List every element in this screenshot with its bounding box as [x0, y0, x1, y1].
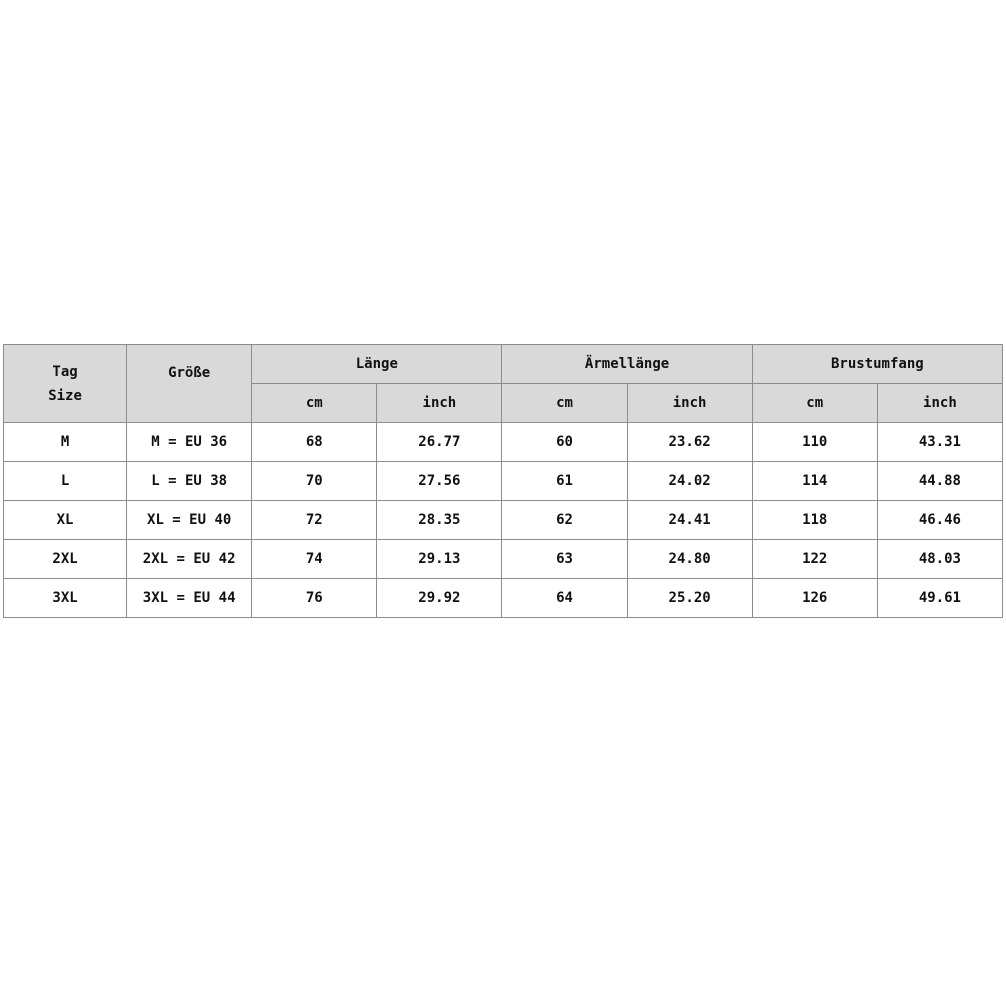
- cell-aermel-inch: 24.80: [627, 540, 752, 579]
- cell-aermel-cm: 60: [502, 423, 627, 462]
- cell-tag: 2XL: [4, 540, 127, 579]
- cell-aermel-inch: 25.20: [627, 579, 752, 618]
- cell-groesse: M = EU 36: [127, 423, 252, 462]
- header-groesse: Größe: [127, 345, 252, 423]
- header-brust-inch: inch: [877, 384, 1002, 423]
- cell-aermel-inch: 24.02: [627, 462, 752, 501]
- cell-tag: L: [4, 462, 127, 501]
- header-brustumfang: Brustumfang: [752, 345, 1002, 384]
- cell-tag: M: [4, 423, 127, 462]
- table-row: [4, 462, 1003, 501]
- cell-aermel-cm: 62: [502, 501, 627, 540]
- cell-laenge-inch: 29.92: [377, 579, 502, 618]
- header-laenge-cm: cm: [252, 384, 377, 423]
- header-laenge-inch: inch: [377, 384, 502, 423]
- cell-groesse: XL = EU 40: [127, 501, 252, 540]
- table-header: [4, 345, 1003, 423]
- header-aermel-cm: cm: [502, 384, 627, 423]
- cell-brust-cm: 118: [752, 501, 877, 540]
- cell-aermel-cm: 61: [502, 462, 627, 501]
- header-laenge: Länge: [252, 345, 502, 384]
- cell-laenge-cm: 72: [252, 501, 377, 540]
- table-row: [4, 579, 1003, 618]
- cell-laenge-inch: 28.35: [377, 501, 502, 540]
- cell-brust-inch: 44.88: [877, 462, 1002, 501]
- header-tag: Tag: [52, 363, 78, 380]
- cell-aermel-inch: 23.62: [627, 423, 752, 462]
- cell-laenge-cm: 76: [252, 579, 377, 618]
- cell-brust-inch: 46.46: [877, 501, 1002, 540]
- header-size: Size: [48, 387, 82, 404]
- cell-groesse: 3XL = EU 44: [127, 579, 252, 618]
- cell-brust-inch: 49.61: [877, 579, 1002, 618]
- header-row-main: [4, 345, 1003, 384]
- cell-groesse: 2XL = EU 42: [127, 540, 252, 579]
- cell-brust-cm: 122: [752, 540, 877, 579]
- header-aermellaenge: Ärmellänge: [502, 345, 752, 384]
- cell-aermel-cm: 63: [502, 540, 627, 579]
- header-tag-size: [4, 345, 127, 423]
- cell-laenge-inch: 29.13: [377, 540, 502, 579]
- cell-brust-inch: 48.03: [877, 540, 1002, 579]
- table-row: [4, 540, 1003, 579]
- cell-laenge-cm: 68: [252, 423, 377, 462]
- table-row: [4, 423, 1003, 462]
- size-chart-table: [3, 344, 1003, 618]
- cell-aermel-inch: 24.41: [627, 501, 752, 540]
- cell-laenge-cm: 70: [252, 462, 377, 501]
- cell-laenge-inch: 27.56: [377, 462, 502, 501]
- header-aermel-inch: inch: [627, 384, 752, 423]
- cell-tag: XL: [4, 501, 127, 540]
- cell-brust-cm: 110: [752, 423, 877, 462]
- cell-brust-inch: 43.31: [877, 423, 1002, 462]
- cell-laenge-cm: 74: [252, 540, 377, 579]
- table-row: [4, 501, 1003, 540]
- cell-tag: 3XL: [4, 579, 127, 618]
- cell-brust-cm: 114: [752, 462, 877, 501]
- cell-brust-cm: 126: [752, 579, 877, 618]
- cell-laenge-inch: 26.77: [377, 423, 502, 462]
- cell-aermel-cm: 64: [502, 579, 627, 618]
- cell-groesse: L = EU 38: [127, 462, 252, 501]
- table-body: [4, 423, 1003, 618]
- header-brust-cm: cm: [752, 384, 877, 423]
